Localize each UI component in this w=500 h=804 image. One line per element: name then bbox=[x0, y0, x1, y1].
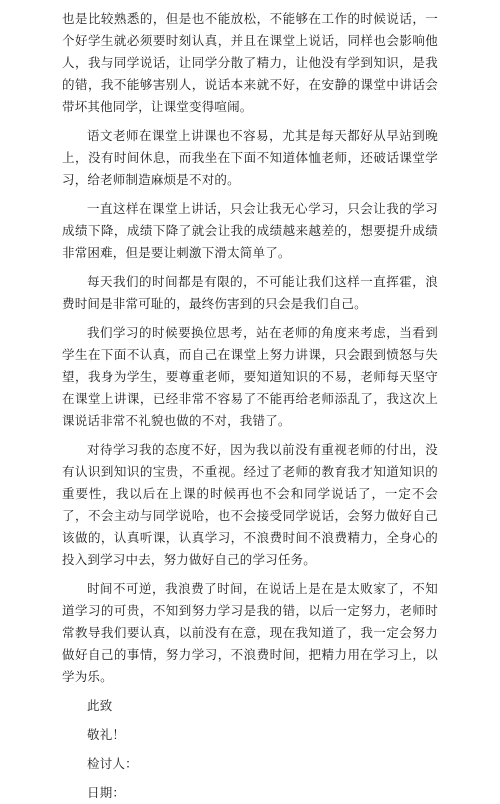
paragraph-5: 我们学习的时候要换位思考，站在老师的角度来考虑，当看到学生在下面不认真，而自己在课堂上努力讲课，只会跟到愤怒与失望，我身为学生，要尊重老师，要知道知识的不易，老师每天坚守在课堂上讲课，已经非常不容易了不能再给老师添乱了，我这次上课说话非常不礼貌也做的不对，我错了。 bbox=[62, 325, 438, 428]
closing-salutation: 此致 bbox=[87, 698, 113, 713]
paragraph-6: 对待学习我的态度不好，因为我以前没有重视老师的付出，没有认识到知识的宝贵，不重视。经过了老师的教育我才知道知识的重要性，我以后在上课的时候再也不会和同学说话了，一定不会了，不会主动与同学说哈，也不会接受同学说话，会努力做好自己该做的，认真听课，认真学习，不浪费时间不浪费精力，全身心的投入到学习中去，努力做好自己的学习任务。 bbox=[62, 442, 438, 567]
date-label: 日期： bbox=[87, 785, 126, 800]
paragraph-1: 也是比较熟悉的，但是也不能放松，不能够在工作的时候说话，一个好学生就必须要时刻认真，并且在课堂上说话，同样也会影响他人，我与同学说话，让同学分散了精力，让他没有学到知识，是我的错，我不能够害别人，说话本来就不好，在安静的课堂中讲话会带坏其他同学，让课堂变得喧闹。 bbox=[62, 11, 438, 114]
paragraph-4: 每天我们的时间都是有限的，不可能让我们这样一直挥霍，浪费时间是非常可耻的，最终伤害到的只会是我们自己。 bbox=[62, 274, 438, 311]
letter-body bbox=[62, 8, 438, 804]
paragraph-7: 时间不可逆，我浪费了时间，在说话上是在是太败家了，不知道学习的可贵，不知到努力学习是我的错，以后一定努力，老师时常教导我们要认真，以前没有在意，现在我知道了，我一定会努力做好自己的事情，努力学习，不浪费时间，把精力用在学习上，以学为乐。 bbox=[62, 581, 438, 684]
paragraph-3: 一直这样在课堂上讲话，只会让我无心学习，只会让我的学习成绩下降，成绩下降了就会让我的成绩越来越差的，想要提升成绩非常困难，但是要让刺激下滑太简单了。 bbox=[62, 201, 438, 260]
signer-label: 检讨人： bbox=[87, 756, 138, 771]
closing-respect: 敬礼！ bbox=[87, 727, 126, 742]
paragraph-2: 语文老师在课堂上讲课也不容易，尤其是每天都好从早站到晚上，没有时间休息，而我坐在下面不知道体恤老师，还破话课堂学习，给老师制造麻烦是不对的。 bbox=[62, 128, 438, 187]
